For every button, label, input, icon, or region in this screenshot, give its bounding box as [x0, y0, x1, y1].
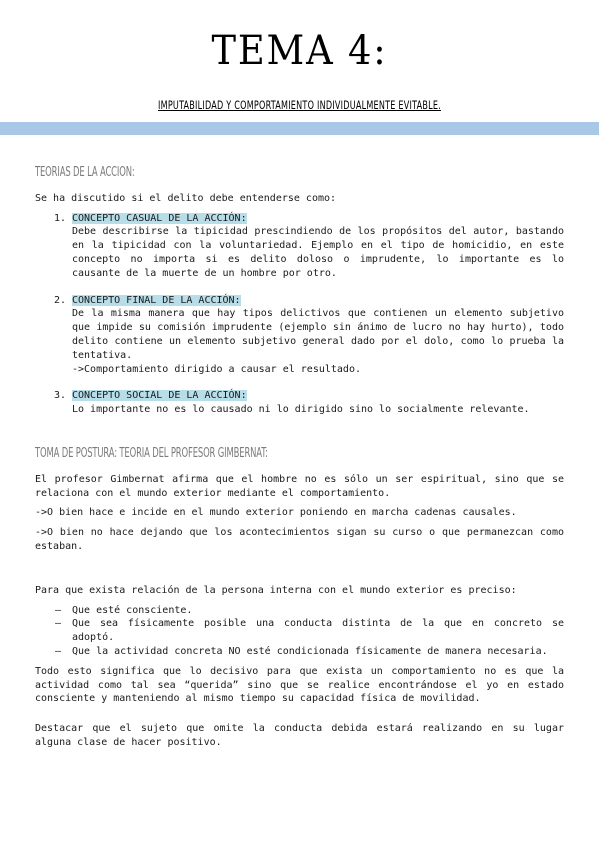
section2-p6: Destacar que el sujeto que omite la conducta debida estará realizando en su lugar alguna clase de hacer positivo.: [35, 723, 564, 748]
concept-item-2: [72, 294, 564, 377]
requirement-item-3: – Que la actividad concreta NO esté condicionada físicamente de manera necesaria.: [55, 645, 564, 659]
concept-title-2: CONCEPTO FINAL DE LA ACCIÓN:: [72, 294, 241, 306]
section2-p5: Todo esto significa que lo decisivo para que exista un comportamiento no es que la actividad como tal sea “querida” sino que se realice encontrándose el yo en estado consciente y manteniendo al mismo tiempo su capacidad física de movilidad.: [35, 665, 564, 705]
concept-body-3: Lo importante no es lo causado ni lo dirigido sino lo socialmente relevante.: [72, 404, 530, 416]
concept-extra-2: ->Comportamiento dirigido a causar el resultado.: [72, 363, 361, 375]
section-heading-gimbernat: TOMA DE POSTURA: TEORIA DEL PROFESOR GIMBERNAT:: [35, 445, 268, 461]
concept-item-1: [72, 212, 564, 281]
requirements-list: [35, 604, 564, 659]
concept-body-2: De la misma manera que hay tipos delictivos que contienen un elemento subjetivo que impide su comisión imprudente (ejemplo sin ánimo de lucro no hay hurto), todo delito contiene un elemento subjetivo general dado por el dolo, como lo prueba la tentativa.: [72, 308, 564, 361]
concept-title-1: CONCEPTO CASUAL DE LA ACCIÓN:: [72, 212, 247, 224]
header-band: [0, 122, 599, 135]
section2-p4: Para que exista relación de la persona interna con el mundo exterior es preciso:: [35, 584, 517, 596]
concepts-list: [35, 212, 564, 417]
requirement-item-2: – Que sea físicamente posible una conducta distinta de la que en concreto se adoptó.: [55, 617, 564, 645]
concept-title-3: CONCEPTO SOCIAL DE LA ACCIÓN:: [72, 390, 247, 402]
section2-p1: El profesor Gimbernat afirma que el hombre no es sólo un ser espiritual, sino que se relaciona con el mundo exterior mediante el comportamiento.: [35, 473, 564, 499]
concept-item-3: [72, 389, 564, 417]
section-heading-teorias: TEORIAS DE LA ACCION:: [35, 165, 135, 180]
concept-body-1: Debe describirse la tipicidad prescindiendo de los propósitos del autor, bastando en la tipicidad con la voluntariedad. Ejemplo en el tipo de homicidio, en este concepto no importa si es delito doloso o imprudente, lo importante es lo causante de la muerte de un hombre por otro.: [72, 226, 564, 279]
section1-intro: Se ha discutido si el delito debe entenderse como:: [35, 192, 337, 204]
document-body: [35, 166, 564, 750]
page-title: TEMA 4:: [211, 28, 388, 74]
section2-p3: ->O bien no hace dejando que los acontecimientos sigan su curso o que permanezcan como estaban.: [35, 527, 564, 552]
requirement-item-1: – Que esté consciente.: [55, 604, 564, 618]
page-subtitle: IMPUTABILIDAD Y COMPORTAMIENTO INDIVIDUALMENTE EVITABLE.: [158, 98, 441, 112]
section2-p2: ->O bien hace e incide en el mundo exterior poniendo en marcha cadenas causales.: [35, 507, 517, 519]
